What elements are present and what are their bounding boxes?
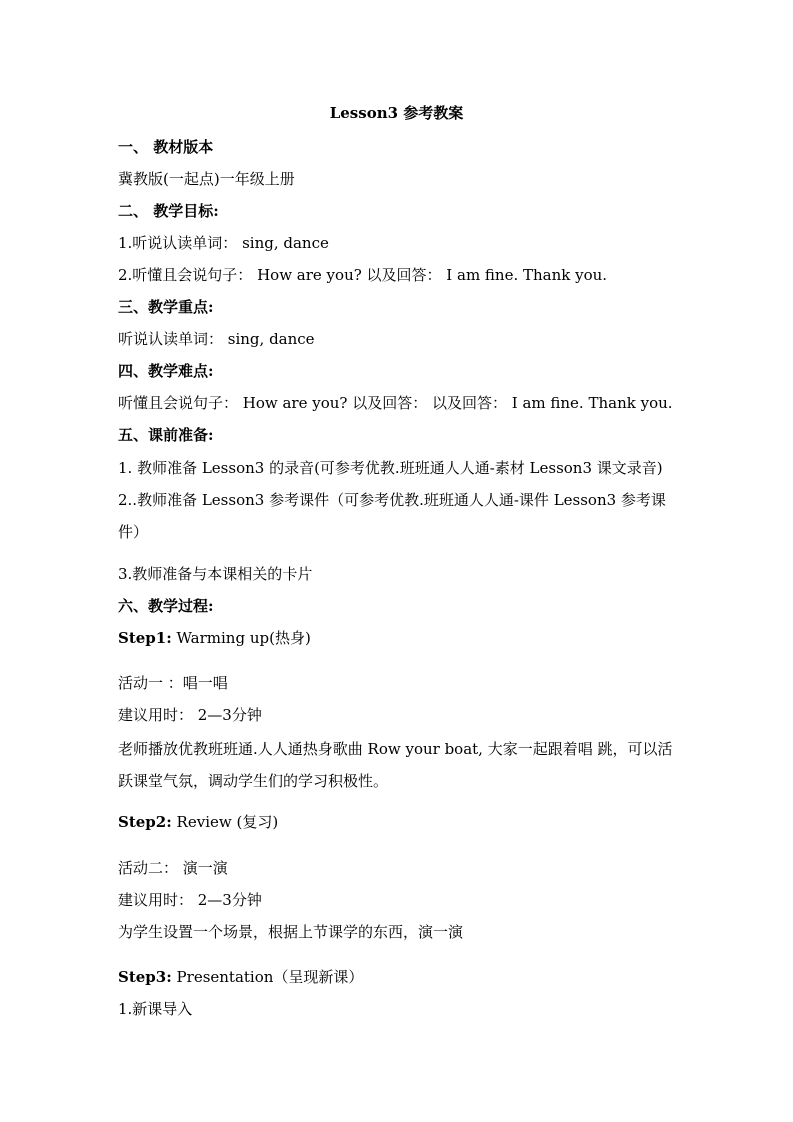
step1-heading [118,628,311,648]
step2-label: Step2: [118,813,172,831]
preparation-item-2: 2..教师准备 Lesson3 参考课件（可参考优教.班班通人人通-课件 Lesson3 参考课件） [118,491,666,541]
activity-1-description: 老师播放优教班班通.人人通热身歌曲 Row your boat, 大家一起跟着唱 跳，可以活跃课堂气氛，调动学生们的学习积极性。 [118,740,673,790]
difficulties-text: 听懂且会说句子： How are you? 以及回答： 以及回答： I am fine. Thank you. [118,394,673,412]
activity-1-title: 活动一 ：唱一唱 [118,674,228,692]
key-points-text: 听说认读单词： sing, dance [118,330,315,348]
step2-text: Review (复习) [171,813,279,831]
step1-label: Step1: [118,629,172,647]
step3-text: Presentation（呈现新课） [171,968,364,986]
edition-text: 冀教版(一起点)一年级上册 [118,170,295,188]
activity-2-description: 为学生设置一个场景，根据上节课学的东西，演一演 [118,923,464,941]
preparation-item-3: 3.教师准备与本课相关的卡片 [118,565,313,583]
section-heading-edition: 一、 教材版本 [118,138,214,156]
step3-label: Step3: [118,968,172,986]
section-heading-difficulties: 四、教学难点: [118,362,214,380]
section-heading-process: 六、教学过程: [118,597,214,615]
step2-heading [118,812,278,832]
objective-item-2: 2.听懂且会说句子： How are you? 以及回答： I am fine. Thank you. [118,266,608,284]
objective-item-1: 1.听说认读单词： sing, dance [118,234,329,252]
activity-2-title: 活动二： 演一演 [118,859,228,877]
section-heading-objectives: 二、 教学目标: [118,202,219,220]
section-heading-preparation: 五、课前准备: [118,426,214,444]
activity-1-time: 建议用时： 2—3分钟 [118,706,262,724]
section-heading-key-points: 三、教学重点: [118,298,214,316]
document-title: Lesson3 参考教案 [329,104,464,122]
preparation-item-1: 1. 教师准备 Lesson3 的录音(可参考优教.班班通人人通-素材 Lesson3 课文录音) [118,459,663,477]
step3-heading [118,967,363,987]
activity-2-time: 建议用时： 2—3分钟 [118,891,262,909]
step3-item-1: 1.新课导入 [118,1000,193,1018]
step1-text: Warming up(热身) [171,629,311,647]
